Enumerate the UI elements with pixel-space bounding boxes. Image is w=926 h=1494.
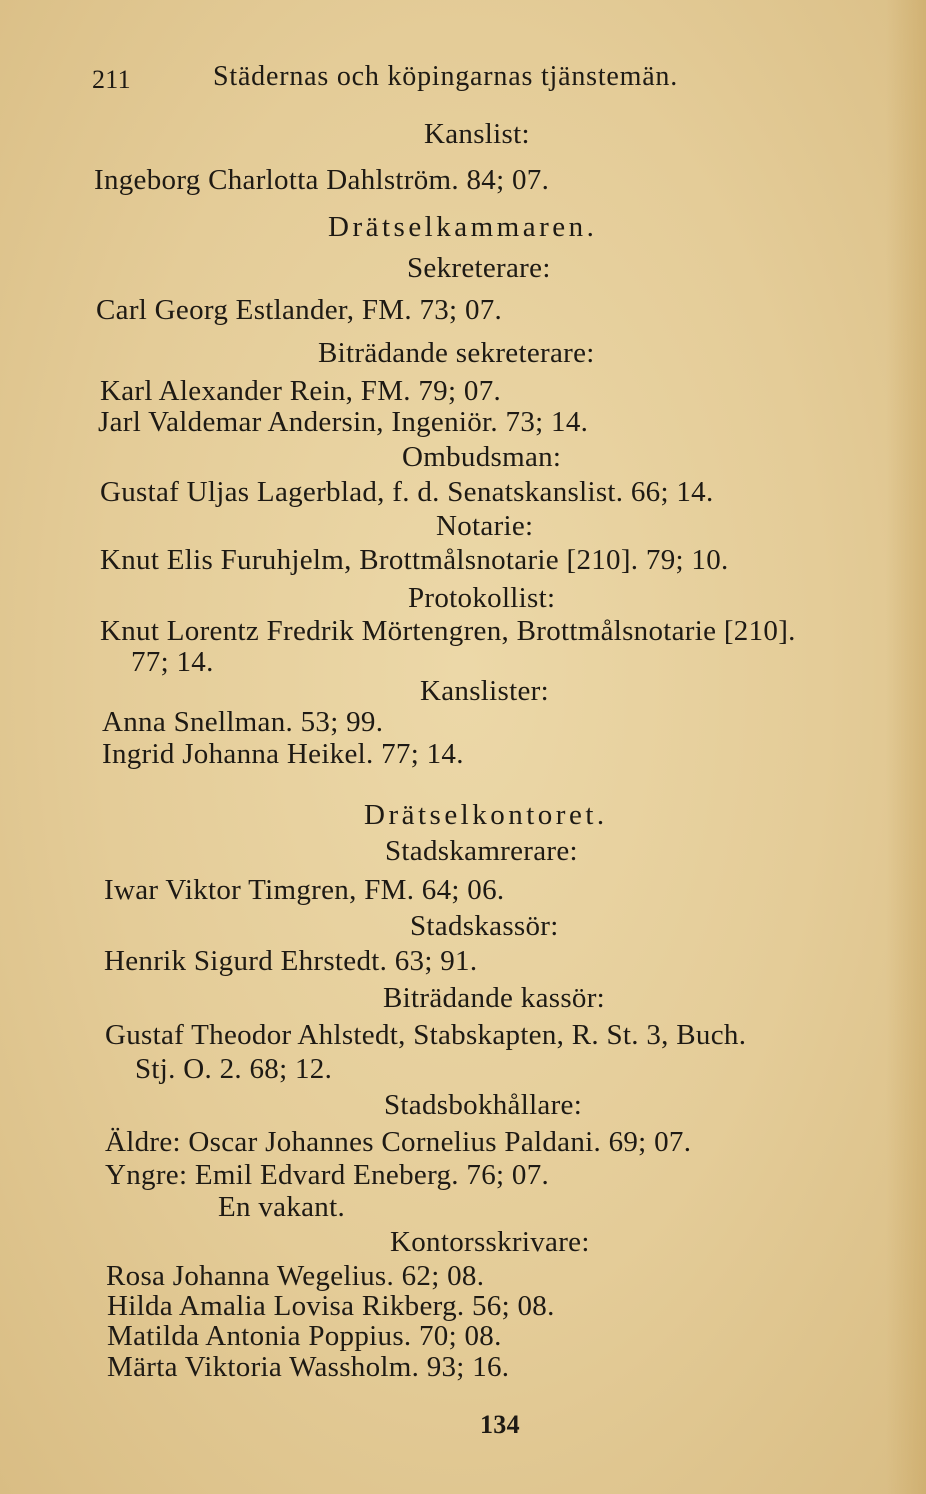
role-heading: Kontorsskrivare:	[390, 1226, 590, 1258]
role-heading: Stadsbokhållare:	[384, 1089, 583, 1121]
role-heading: Stadskamrerare:	[385, 835, 578, 867]
entry-line: Anna Snellman. 53; 99.	[102, 706, 384, 738]
entry-line: Rosa Johanna Wegelius. 62; 08.	[106, 1260, 485, 1292]
section-heading: Drätselkontoret.	[364, 799, 608, 831]
entry-line: Carl Georg Estlander, FM. 73; 07.	[96, 294, 503, 326]
entry-line: Ingrid Johanna Heikel. 77; 14.	[102, 738, 464, 770]
role-heading: Stadskassör:	[410, 910, 559, 942]
role-heading: Biträdande sekreterare:	[318, 337, 595, 369]
page-number: 211	[92, 65, 131, 94]
entry-line: Ingeborg Charlotta Dahlström. 84; 07.	[94, 164, 550, 196]
role-heading: Kanslister:	[420, 675, 549, 707]
role-heading: Ombudsman:	[402, 441, 562, 473]
sheet-number: 134	[480, 1410, 520, 1439]
entry-line: Yngre: Emil Edvard Eneberg. 76; 07.	[105, 1159, 550, 1191]
entry-line: Iwar Viktor Timgren, FM. 64; 06.	[104, 874, 505, 906]
page-edge-shadow	[886, 0, 926, 1494]
entry-line: Matilda Antonia Poppius. 70; 08.	[107, 1320, 502, 1352]
entry-line: Karl Alexander Rein, FM. 79; 07.	[100, 375, 502, 407]
entry-line: Knut Elis Furuhjelm, Brottmålsnotarie [210]. 79; 10.	[100, 544, 729, 576]
entry-line: Märta Viktoria Wassholm. 93; 16.	[107, 1351, 510, 1383]
section-heading: Drätselkammaren.	[328, 211, 598, 243]
entry-line: Jarl Valdemar Andersin, Ingeniör. 73; 14.	[98, 406, 589, 438]
entry-line: Gustaf Uljas Lagerblad, f. d. Senatskanslist. 66; 14.	[100, 476, 714, 508]
entry-line: Äldre: Oscar Johannes Cornelius Paldani. 69; 07.	[105, 1126, 692, 1158]
entry-line: Gustaf Theodor Ahlstedt, Stabskapten, R. St. 3, Buch.	[105, 1019, 747, 1051]
role-heading: Kanslist:	[424, 118, 530, 150]
role-heading: Protokollist:	[408, 582, 556, 614]
role-heading: Biträdande kassör:	[383, 982, 606, 1014]
role-heading: Sekreterare:	[407, 252, 551, 284]
entry-line-continued: 77; 14.	[131, 646, 214, 678]
entry-line: Henrik Sigurd Ehrstedt. 63; 91.	[104, 945, 478, 977]
entry-line: Hilda Amalia Lovisa Rikberg. 56; 08.	[107, 1290, 555, 1322]
entry-line: Knut Lorentz Fredrik Mörtengren, Brottmålsnotarie [210].	[100, 615, 796, 647]
entry-line-continued: En vakant.	[218, 1191, 346, 1223]
entry-line-continued: Stj. O. 2. 68; 12.	[135, 1053, 333, 1085]
role-heading: Notarie:	[436, 510, 534, 542]
running-title: Städernas och köpingarnas tjänstemän.	[213, 61, 679, 92]
